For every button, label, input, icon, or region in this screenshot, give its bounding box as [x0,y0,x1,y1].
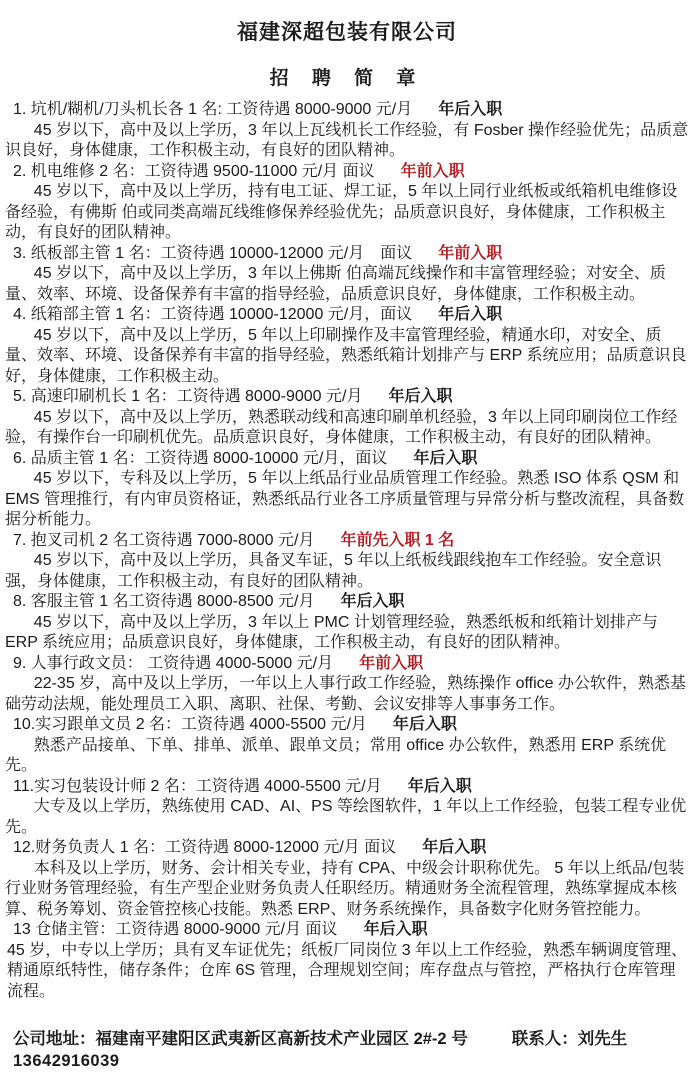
hire-timing-badge: 年前入职 [359,654,424,672]
job-title-salary: 仓储主管：工资待遇 8000-9000 元/月 面议 [35,921,338,938]
footer-contact-line [5,1028,689,1072]
job-number: 2. [13,162,31,180]
job-detail: 45 岁以下，高中及以上学历，3 年以上 PMC 计划管理经验，熟悉纸板和纸箱计划排产与 ERP 系统应用；品质意识良好，身体健康，工作积极主动，有良好的团队精神。 [5,613,658,651]
job-heading [5,244,689,265]
job-heading [5,387,689,408]
contact-label: 联系人： [511,1030,578,1048]
job-number: 5. [13,388,31,405]
job-heading [5,531,689,552]
hire-timing-badge: 年前先入职 1 名 [340,531,455,549]
hire-timing-badge: 年后入职 [363,921,428,938]
job-detail: 45 岁以下，高中及以上学历，持有电工证、焊工证，5 年以上同行业纸板或纸箱机电维修设备经验，有佛斯 伯或同类高端瓦线维修保养经验优先；品质意识良好，身体健康，工作积极主动，有良好的团队精神。 [5,183,678,241]
job-title-salary: 坑机/糊机/刀头机长各 1 名: 工资待遇 8000-9000 元/月 [30,101,413,118]
job-detail: 45 岁以下，专科及以上学历，5 年以上纸品行业品质管理工作经验。熟悉 ISO 体系 QSM 和 EMS 管理推行，有内审员资格证，熟悉纸品行业各工序质量管理与异常分析与整改流程，具备数据分析能力。 [5,470,685,528]
hire-timing-badge: 年前入职 [400,162,465,180]
job-number: 4. [13,306,31,323]
job-title-salary: 高速印刷机长 1 名：工资待遇 8000-9000 元/月 [30,388,363,405]
hire-timing-badge: 年后入职 [388,388,453,405]
job-number: 13 [13,921,36,938]
job-number: 10. [13,716,36,733]
contact-name: 刘先生 [577,1030,628,1048]
job-detail: 本科及以上学历，财务、会计相关专业，持有 CPA、中级会计职称优先。 5 年以上纸品/包装行业财务管理经验，有生产型企业财务负责人任职经历。精通财务全流程管理，熟练掌握成本核算、税务筹划、资金管控核心技能。熟悉 ERP、财务系统操作，具备数字化财务管控能力。 [5,859,685,918]
job-title-salary: 抱叉司机 2 名工资待遇 7000-8000 元/月 [30,531,315,549]
address-label: 公司地址： [13,1030,96,1048]
job-title-salary: 实习跟单文员 2 名：工资待遇 4000-5500 元/月 [35,716,367,733]
job-detail: 熟悉产品接单、下单、排单、派单、跟单文员；常用 office 办公软件，熟悉用 ERP 系统优先。 [5,736,667,774]
job-item-8 [5,592,689,654]
job-heading [5,449,689,470]
job-heading [5,715,689,736]
company-address: 福建南平建阳区武夷新区高新技术产业园区 2#-2 号 [95,1030,468,1048]
job-item-13 [5,920,689,1002]
job-detail: 大专及以上学历，熟练使用 CAD、AI、PS 等绘图软件，1 年以上工作经验，包装工程专业优先。 [5,798,687,836]
contact-phone: 13642916039 [13,1052,120,1070]
job-item-6 [5,449,689,531]
job-detail: 45 岁以下，高中及以上学历，3 年以上佛斯 伯高端瓦线操作和丰富管理经验；对安全、质量、效率、环境、设备保养有丰富的指导经验，品质意识良好，身体健康，工作积极主动。 [5,265,666,303]
job-title-salary: 客服主管 1 名工资待遇 8000-8500 元/月 [30,593,315,610]
job-item-1 [5,100,689,162]
hire-timing-badge: 年后入职 [340,593,405,610]
job-title-salary: 机电维修 2 名：工资待遇 9500-11000 元/月 面议 [30,162,375,180]
hire-timing-badge: 年后入职 [413,449,478,467]
job-detail: 45 岁，中专以上学历；具有叉车证优先；纸板厂同岗位 3 年以上工作经验，熟悉车辆调度管理、精通原纸特性，储存条件；仓库 6S 管理，合理规划空间；库存盘点与管控，严格执行仓库管理流程。 [7,941,688,1000]
job-item-3 [5,244,689,306]
page-subtitle: 招 聘 简 章 [269,68,425,89]
job-number: 1. [13,101,31,118]
job-title-salary: 品质主管 1 名：工资待遇 8000-10000 元/月，面议 [30,449,388,467]
job-heading [5,100,689,121]
job-item-5 [5,387,689,449]
hire-timing-badge: 年后入职 [407,777,472,795]
job-heading [5,838,689,859]
job-title-salary: 财务负责人 1 名：工资待遇 8000-12000 元/月 面议 [35,839,397,856]
job-number: 3. [13,244,31,262]
hire-timing-badge: 年后入职 [392,716,457,733]
job-number: 11. [13,777,35,795]
job-item-7 [5,531,689,593]
job-number: 6. [13,449,31,467]
job-detail: 45 岁以下，高中及以上学历，具备叉车证，5 年以上纸板线跟线抱车工作经验。安全意识强，身体健康，工作积极主动，有良好的团队精神。 [5,552,662,590]
job-item-9 [5,654,689,716]
hire-timing-badge: 年后入职 [438,306,503,323]
job-item-12 [5,838,689,920]
job-heading [5,592,689,613]
job-title-salary: 纸箱部主管 1 名：工资待遇 10000-12000 元/月，面议 [30,306,413,323]
job-detail: 22-35 岁，高中及以上学历，一年以上人事行政工作经验，熟练操作 office 办公软件，熟悉基础劳动法规，能处理员工入职、离职、社保、考勤、会议安排等人事事务工作。 [5,675,687,713]
job-detail: 45 岁以下，高中及以上学历，5 年以上印刷操作及丰富管理经验，精通水印，对安全、质量、效率、环境、设备保养有丰富的指导经验，熟悉纸箱计划排产与 ERP 系统应用；品质意识良好，身体健康，工作积极主动。 [5,326,687,385]
company-title: 福建深超包装有限公司 [237,21,457,44]
job-heading [5,305,689,326]
job-item-4 [5,305,689,387]
job-title-salary: 人事行政文员： 工资待遇 4000-5000 元/月 [30,654,334,672]
job-list [5,100,689,1002]
job-number: 12. [13,839,36,856]
job-number: 8. [13,593,31,610]
hire-timing-badge: 年前入职 [438,244,503,262]
job-heading [5,920,689,941]
job-heading [5,654,689,675]
job-item-2 [5,162,689,244]
job-title-salary: 纸板部主管 1 名：工资待遇 10000-12000 元/月 面议 [30,244,413,262]
job-heading [5,162,689,183]
job-heading [5,777,689,798]
hire-timing-badge: 年后入职 [422,839,487,856]
job-item-10 [5,715,689,777]
hire-timing-badge: 年后入职 [438,101,503,118]
job-title-salary: 实习包装设计师 2 名：工资待遇 4000-5500 元/月 [34,777,382,795]
job-detail: 45 岁以下，高中及以上学历，3 年以上瓦线机长工作经验，有 Fosber 操作经验优先；品质意识良好，身体健康，工作积极主动，有良好的团队精神。 [5,121,689,159]
job-item-11 [5,777,689,839]
job-number: 9. [13,654,31,672]
job-detail: 45 岁以下，高中及以上学历，熟悉联动线和高速印刷单机经验，3 年以上同印刷岗位工作经验，有操作台一印刷机优先。品质意识良好，身体健康，工作积极主动，有良好的团队精神。 [5,408,678,446]
job-number: 7. [13,531,31,549]
